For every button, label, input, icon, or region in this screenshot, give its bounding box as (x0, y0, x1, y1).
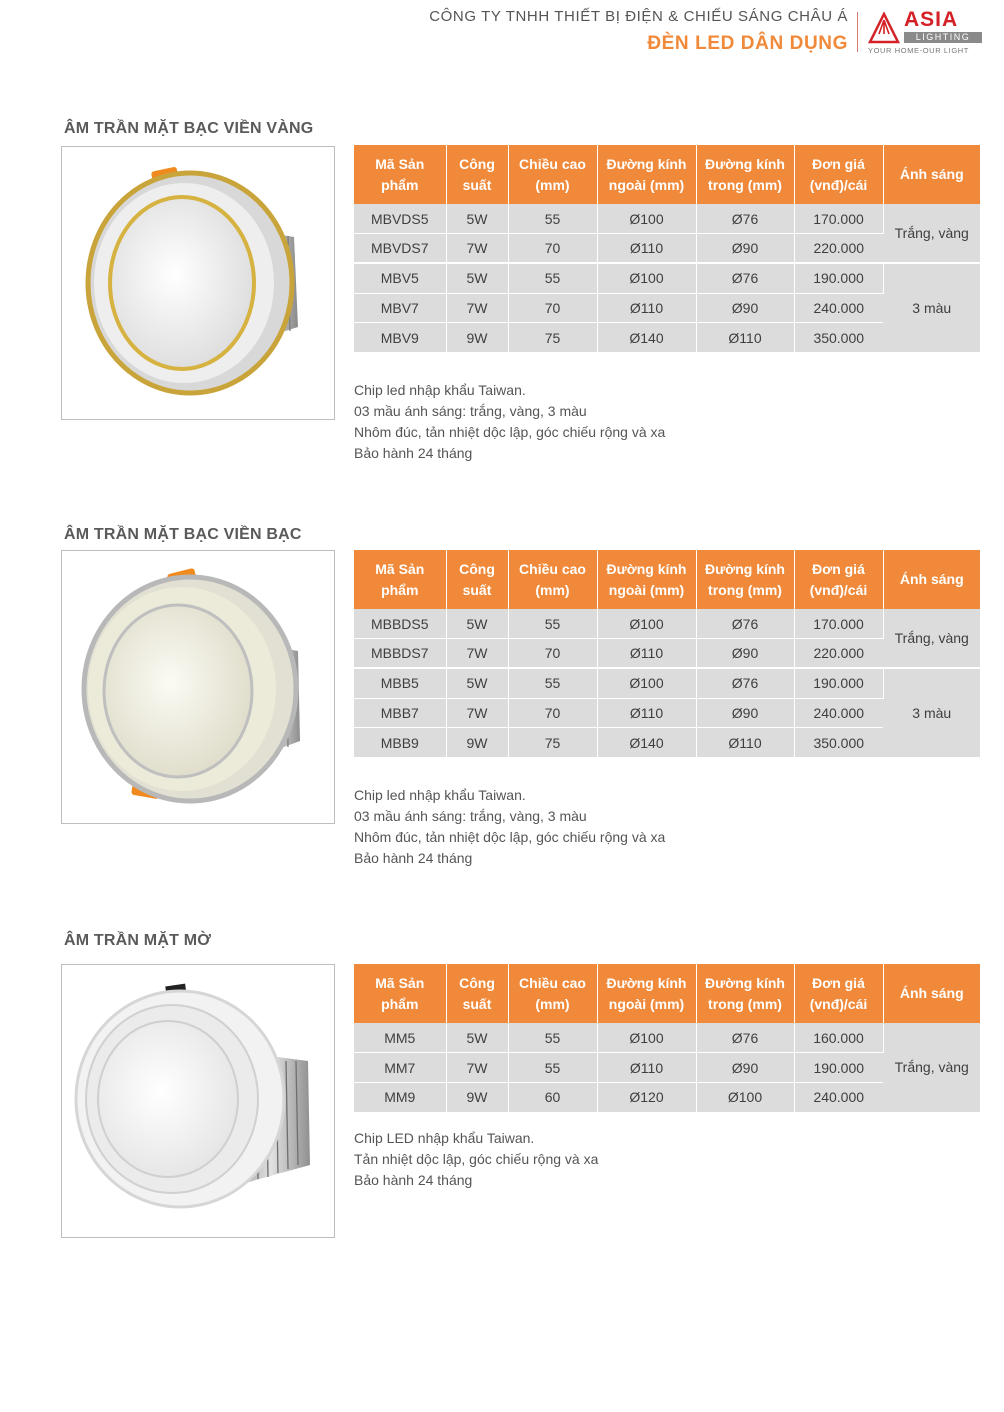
cell-code: MM5 (354, 1023, 446, 1053)
product-notes (354, 785, 665, 869)
cell-power: 7W (446, 234, 508, 264)
cell-outer: Ø100 (597, 668, 696, 698)
header-divider (857, 12, 858, 52)
table-row (354, 609, 980, 639)
cell-inner: Ø76 (696, 204, 794, 234)
col-header-price: Đơn giá (vnđ)/cái (794, 964, 883, 1023)
note-line: Chip LED nhập khẩu Taiwan. (354, 1130, 535, 1146)
cell-outer: Ø100 (597, 609, 696, 639)
col-header-height: Chiều cao (mm) (508, 550, 597, 609)
cell-height: 75 (508, 728, 597, 758)
cell-inner: Ø90 (696, 293, 794, 323)
cell-inner: Ø110 (696, 728, 794, 758)
product-notes (354, 1128, 598, 1191)
cell-inner: Ø110 (696, 323, 794, 353)
cell-outer: Ø110 (597, 1053, 696, 1083)
cell-power: 5W (446, 668, 508, 698)
cell-code: MM7 (354, 1053, 446, 1083)
col-header-inner-diameter: Đường kính trong (mm) (696, 145, 794, 204)
spec-table (354, 964, 980, 1113)
product-photo (61, 964, 335, 1238)
cell-outer: Ø110 (597, 639, 696, 669)
cell-light: 3 màu (883, 668, 980, 757)
cell-price: 350.000 (794, 323, 883, 353)
cell-price: 240.000 (794, 698, 883, 728)
cell-height: 75 (508, 323, 597, 353)
col-header-price: Đơn giá (vnđ)/cái (794, 550, 883, 609)
table-row (354, 668, 980, 698)
col-header-inner-diameter: Đường kính trong (mm) (696, 964, 794, 1023)
note-line: Nhôm đúc, tản nhiệt dộc lập, góc chiếu rộng và xa (354, 829, 666, 845)
note-line: Nhôm đúc, tản nhiệt dộc lập, góc chiếu rộng và xa (354, 424, 666, 440)
note-line: Chip led nhập khẩu Taiwan. (354, 382, 526, 398)
cell-outer: Ø110 (597, 698, 696, 728)
spec-table (354, 145, 980, 353)
cell-price: 170.000 (794, 204, 883, 234)
col-header-inner-diameter: Đường kính trong (mm) (696, 550, 794, 609)
cell-light: 3 màu (883, 263, 980, 352)
cell-height: 55 (508, 668, 597, 698)
cell-outer: Ø140 (597, 323, 696, 353)
col-header-light: Ánh sáng (883, 964, 980, 1023)
company-name: CÔNG TY TNHH THIẾT BỊ ĐIỆN & CHIẾU SÁNG CHÂU Á (429, 8, 848, 25)
col-header-height: Chiều cao (mm) (508, 145, 597, 204)
cell-power: 9W (446, 323, 508, 353)
cell-power: 7W (446, 639, 508, 669)
cell-inner: Ø90 (696, 234, 794, 264)
table-header-row (354, 145, 980, 204)
cell-price: 240.000 (794, 293, 883, 323)
cell-code: MBV7 (354, 293, 446, 323)
cell-power: 5W (446, 609, 508, 639)
cell-power: 5W (446, 1023, 508, 1053)
col-header-outer-diameter: Đường kính ngoài (mm) (597, 145, 696, 204)
cell-inner: Ø76 (696, 1023, 794, 1053)
cell-light: Trắng, vàng (883, 1023, 980, 1112)
cell-price: 190.000 (794, 1053, 883, 1083)
gold-rim-downlight-icon (62, 147, 334, 419)
cell-price: 160.000 (794, 1023, 883, 1053)
catalog-subtitle: ĐÈN LED DÂN DỤNG (647, 33, 848, 54)
col-header-outer-diameter: Đường kính ngoài (mm) (597, 964, 696, 1023)
note-line: Bảo hành 24 tháng (354, 445, 473, 461)
cell-price: 170.000 (794, 609, 883, 639)
cell-inner: Ø90 (696, 698, 794, 728)
col-header-code: Mã Sản phẩm (354, 550, 446, 609)
cell-code: MBB5 (354, 668, 446, 698)
cell-light: Trắng, vàng (883, 204, 980, 263)
cell-light: Trắng, vàng (883, 609, 980, 668)
cell-height: 55 (508, 263, 597, 293)
cell-code: MBBDS7 (354, 639, 446, 669)
note-line: Bảo hành 24 tháng (354, 850, 473, 866)
cell-height: 60 (508, 1082, 597, 1112)
col-header-light: Ánh sáng (883, 550, 980, 609)
product-photo (61, 146, 335, 420)
page-header (0, 0, 1004, 60)
note-line: 03 mầu ánh sáng: trắng, vàng, 3 màu (354, 403, 587, 419)
cell-power: 7W (446, 293, 508, 323)
col-header-power: Công suất (446, 964, 508, 1023)
table-row (354, 263, 980, 293)
table-header-row (354, 550, 980, 609)
table-row (354, 204, 980, 234)
logo-word: ASIA (904, 8, 959, 31)
col-header-code: Mã Sản phẩm (354, 964, 446, 1023)
cell-price: 190.000 (794, 263, 883, 293)
cell-height: 70 (508, 698, 597, 728)
cell-code: MBB9 (354, 728, 446, 758)
cell-power: 9W (446, 1082, 508, 1112)
cell-price: 220.000 (794, 234, 883, 264)
cell-code: MBBDS5 (354, 609, 446, 639)
asia-lighting-logo (866, 8, 984, 56)
cell-inner: Ø76 (696, 609, 794, 639)
cell-code: MBV5 (354, 263, 446, 293)
col-header-power: Công suất (446, 145, 508, 204)
cell-height: 55 (508, 204, 597, 234)
cell-price: 220.000 (794, 639, 883, 669)
cell-power: 7W (446, 1053, 508, 1083)
col-header-height: Chiều cao (mm) (508, 964, 597, 1023)
cell-height: 70 (508, 293, 597, 323)
section-title: ÂM TRẦN MẶT MỜ (64, 932, 212, 949)
table-header-row (354, 964, 980, 1023)
col-header-price: Đơn giá (vnđ)/cái (794, 145, 883, 204)
cell-inner: Ø90 (696, 639, 794, 669)
cell-power: 5W (446, 204, 508, 234)
cell-code: MBV9 (354, 323, 446, 353)
product-section-matte (0, 932, 1004, 1292)
logo-mark-icon (868, 12, 900, 44)
note-line: Tản nhiệt dộc lập, góc chiếu rộng và xa (354, 1151, 599, 1167)
cell-code: MBB7 (354, 698, 446, 728)
cell-outer: Ø140 (597, 728, 696, 758)
cell-height: 55 (508, 1053, 597, 1083)
cell-inner: Ø76 (696, 263, 794, 293)
cell-inner: Ø90 (696, 1053, 794, 1083)
cell-price: 240.000 (794, 1082, 883, 1112)
logo-slogan: YOUR HOME-OUR LIGHT (868, 46, 969, 55)
cell-inner: Ø100 (696, 1082, 794, 1112)
cell-power: 7W (446, 698, 508, 728)
cell-outer: Ø100 (597, 263, 696, 293)
cell-outer: Ø100 (597, 1023, 696, 1053)
logo-sub: LIGHTING (904, 32, 982, 43)
cell-outer: Ø110 (597, 234, 696, 264)
col-header-power: Công suất (446, 550, 508, 609)
cell-price: 350.000 (794, 728, 883, 758)
cell-power: 5W (446, 263, 508, 293)
cell-code: MBVDS7 (354, 234, 446, 264)
cell-outer: Ø120 (597, 1082, 696, 1112)
section-title: ÂM TRẦN MẶT BẠC VIỀN BẠC (64, 526, 302, 543)
note-line: 03 mầu ánh sáng: trắng, vàng, 3 màu (354, 808, 587, 824)
cell-price: 190.000 (794, 668, 883, 698)
cell-height: 70 (508, 639, 597, 669)
cell-height: 55 (508, 609, 597, 639)
cell-outer: Ø110 (597, 293, 696, 323)
cell-power: 9W (446, 728, 508, 758)
product-section-gold-rim (0, 120, 1004, 480)
spec-table (354, 550, 980, 758)
cell-code: MBVDS5 (354, 204, 446, 234)
matte-white-downlight-icon (62, 965, 334, 1237)
col-header-outer-diameter: Đường kính ngoài (mm) (597, 550, 696, 609)
note-line: Bảo hành 24 tháng (354, 1172, 473, 1188)
product-notes (354, 380, 665, 464)
cell-height: 55 (508, 1023, 597, 1053)
silver-rim-downlight-icon (62, 551, 334, 823)
section-title: ÂM TRẦN MẶT BẠC VIỀN VÀNG (64, 120, 314, 137)
cell-outer: Ø100 (597, 204, 696, 234)
col-header-code: Mã Sản phẩm (354, 145, 446, 204)
table-row (354, 1023, 980, 1053)
col-header-light: Ánh sáng (883, 145, 980, 204)
note-line: Chip led nhập khẩu Taiwan. (354, 787, 526, 803)
cell-code: MM9 (354, 1082, 446, 1112)
cell-inner: Ø76 (696, 668, 794, 698)
product-photo (61, 550, 335, 824)
cell-height: 70 (508, 234, 597, 264)
product-section-silver-rim (0, 526, 1004, 886)
